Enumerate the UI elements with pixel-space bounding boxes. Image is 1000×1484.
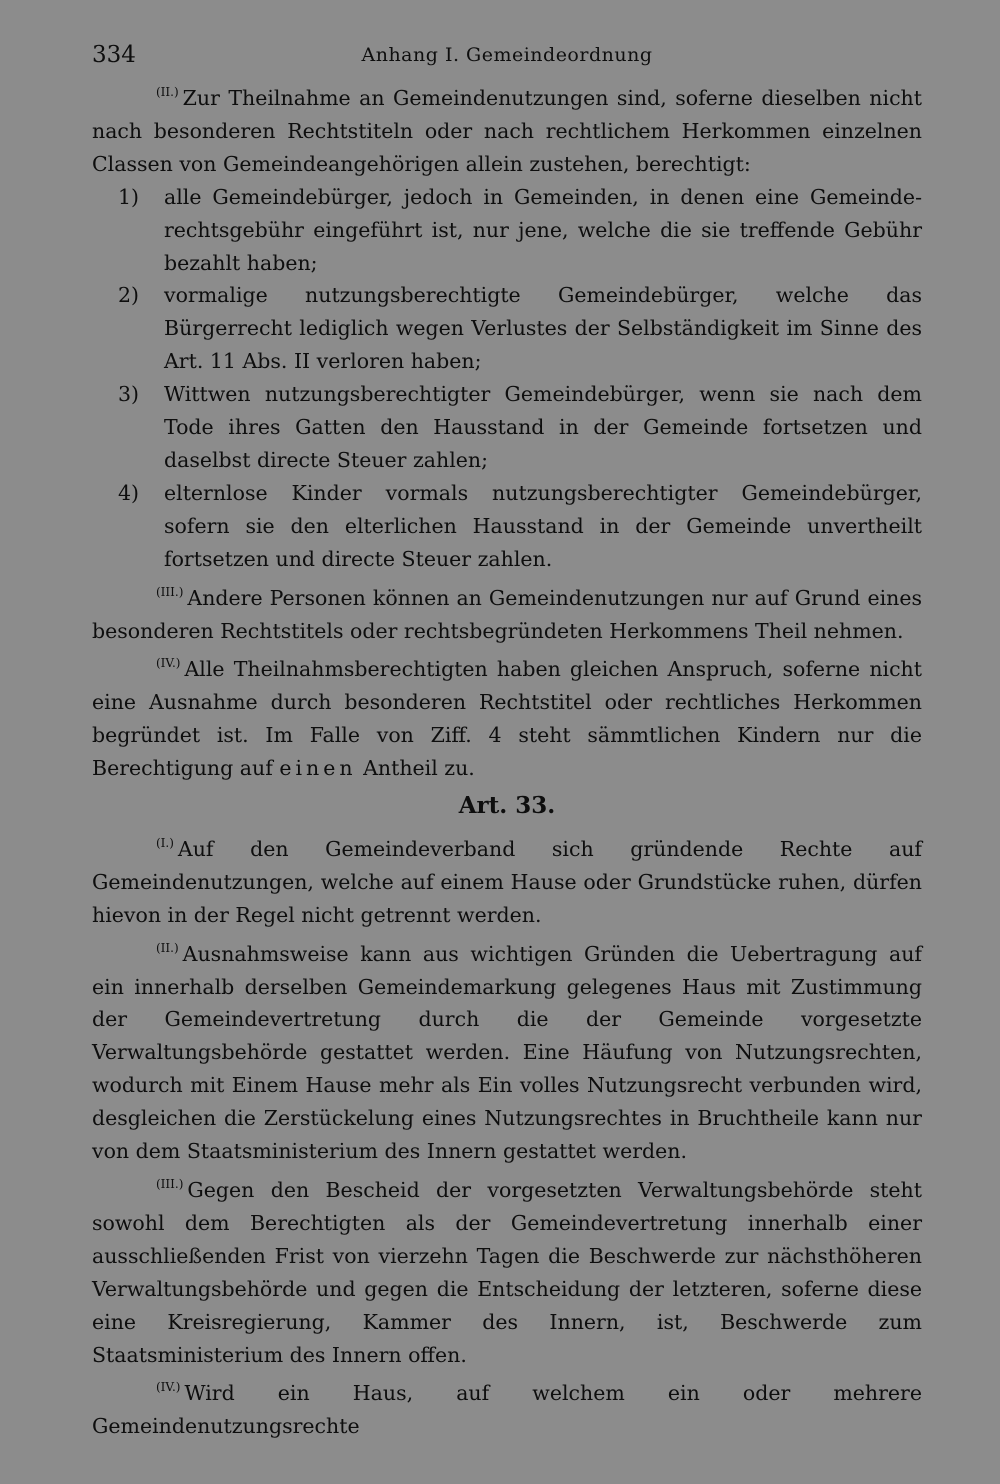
art32-paragraph-3: [92, 576, 922, 648]
article-heading: Art. 33.: [458, 792, 556, 820]
art33-paragraph-2: [92, 932, 922, 1168]
list-item-number: 4): [118, 480, 140, 505]
paragraph-marker: (II.): [156, 940, 179, 955]
paragraph-marker: (IV.): [156, 656, 181, 671]
list-item: [92, 477, 922, 576]
art33-paragraph-1: [92, 827, 922, 932]
paragraph-text: Andere Personen können an Gemeindenutzungen nur auf Grund eines besonderen Rechtstitels oder rechtsbegründeten Herkommens Theil nehmen.: [92, 585, 922, 643]
page-number: 334: [92, 42, 136, 68]
art32-paragraph-4: [92, 647, 922, 785]
list-item-text: Wittwen nutzungsberechtigter Gemeindebürger, wenn sie nach dem Tode ihres Gatten den Hausstand in der Gemeinde fortsetzen und daselbst directe Steuer zahlen;: [164, 382, 922, 472]
list-item-number: 3): [118, 382, 140, 407]
paragraph-marker: (IV.): [156, 1380, 181, 1395]
paragraph-marker: (III.): [156, 584, 184, 599]
list-item-text: elternlose Kinder vormals nutzungsberechtigter Gemeindebürger, sofern sie den elterlichen Hausstand in der Gemeinde unvertheilt fortsetzen und directe Steuer zahlen.: [164, 480, 922, 571]
art32-paragraph-2: [92, 76, 922, 181]
document-page: [92, 36, 922, 1443]
entitled-persons-list: [92, 181, 922, 576]
list-item-number: 1): [118, 184, 140, 209]
list-item: [92, 181, 922, 280]
body-text: [92, 76, 922, 1443]
list-item-text: alle Gemeindebürger, jedoch in Gemeinden, in denen eine Gemeinderechtsgebühr eingeführt ist, nur jene, welche die sie treffende Gebühr bezahlt haben;: [164, 184, 922, 275]
list-item-number: 2): [118, 283, 140, 308]
art33-paragraph-4: [92, 1371, 922, 1443]
paragraph-marker: (I.): [156, 835, 174, 850]
paragraph-text-end: Antheil zu.: [363, 756, 475, 781]
paragraph-text: Wird ein Haus, auf welchem ein oder mehrere Gemeindenutzungsrechte: [92, 1381, 922, 1439]
paragraph-marker: (II.): [156, 85, 179, 99]
page-header: [92, 36, 922, 76]
art33-paragraph-3: [92, 1168, 922, 1371]
paragraph-text: Gegen den Bescheid der vorgesetzten Verwaltungsbehörde steht sowohl dem Berechtigten als der Gemeindevertretung innerhalb einer ausschließenden Frist von vierzehn Tagen die Beschwerde zur nächsthöheren Verwaltungsbehörde und gegen die Entscheidung der letzteren, soferne diese eine Kreisregierung, Kammer des Innern, ist, Beschwerde zum Staatsministerium des Innern offen.: [92, 1178, 922, 1367]
list-item: [92, 378, 922, 477]
paragraph-marker: (III.): [156, 1177, 184, 1191]
emphasized-word: einen: [279, 756, 357, 781]
paragraph-text: Zur Theilnahme an Gemeindenutzungen sind, soferne dieselben nicht nach besonderen Rechtstiteln oder nach rechtlichem Herkommen einzelnen Classen von Gemeindeangehörigen allein zustehen, berechtigt:: [92, 86, 922, 176]
paragraph-text: Auf den Gemeindeverband sich gründende Rechte auf Gemeindenutzungen, welche auf einem Hause oder Grundstücke ruhen, dürfen hievon in der Regel nicht getrennt werden.: [92, 836, 922, 927]
list-item: [92, 279, 922, 378]
paragraph-text: Ausnahmsweise kann aus wichtigen Gründen die Uebertragung auf ein innerhalb derselben Gemeindemarkung gelegenes Haus mit Zustimmung der Gemeindevertretung durch die der Gemeinde vorgesetzte Verwaltungsbehörde gestattet werden. Eine Häufung von Nutzungsrechten, wodurch mit Einem Hause mehr als Ein volles Nutzungsrecht verbunden wird, desgleichen die Zerstückelung eines Nutzungsrechtes in Bruchtheile kann nur von dem Staatsministerium des Innern gestattet werden.: [92, 941, 922, 1164]
list-item-text: vormalige nutzungsberechtigte Gemeindebürger, welche das Bürgerrecht lediglich wegen Verlustes der Selbständigkeit im Sinne des Art. 11 Abs. II verloren haben;: [164, 283, 922, 374]
paragraph-text: Alle Theilnahmsberechtigten haben gleichen Anspruch, soferne nicht eine Ausnahme durch besonderen Rechtstitel oder rechtliches Herkommen begründet ist. Im Falle von Ziff. 4 steht sämmtlichen Kindern nur die Berechtigung auf: [92, 657, 922, 781]
running-title: Anhang I. Gemeindeordnung: [361, 44, 653, 66]
